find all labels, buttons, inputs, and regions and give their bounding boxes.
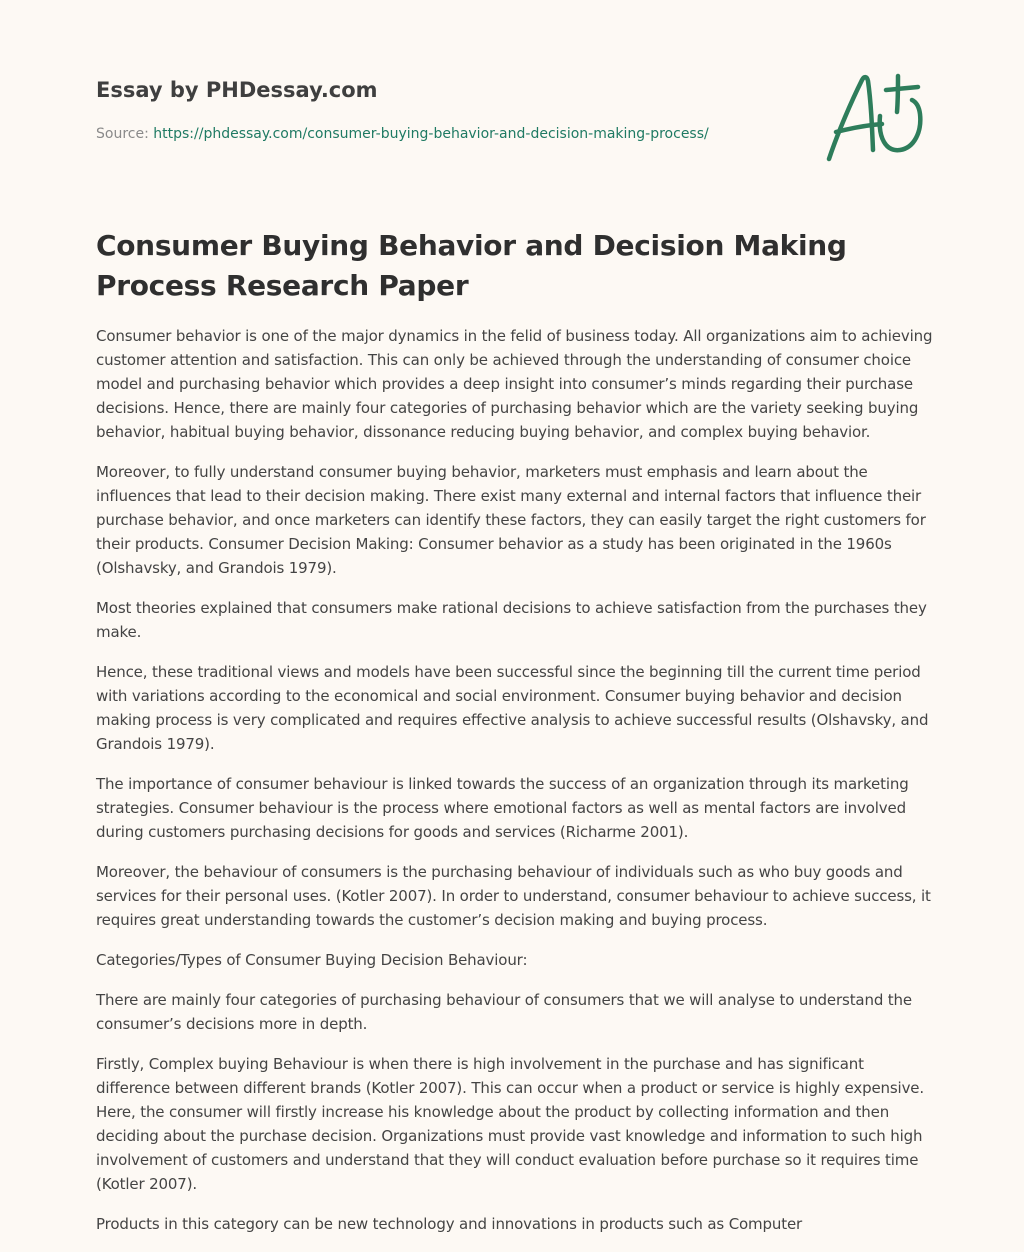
section-heading-paragraph: Categories/Types of Consumer Buying Decision Behaviour: xyxy=(96,951,528,969)
paragraph: Moreover, to fully understand consumer buying behavior, marketers must emphasis and learn about the influences that lead to their decision making. There exist many external and internal factors that influence their purchase behavior, and once marketers can identify these factors, they can easily target the right customers for their products. Consumer Decision Making: Consumer behavior as a study has been originated in the 1960s (Olshavsky, and Grandois 1979). xyxy=(96,463,926,577)
paragraph: There are mainly four categories of purchasing behaviour of consumers that we will analyse to understand the consumer’s decisions more in depth. xyxy=(96,991,912,1033)
page-header xyxy=(96,76,796,144)
paragraph: The importance of consumer behaviour is linked towards the success of an organization through its marketing strategies. Consumer behaviour is the process where emotional factors as well as mental factors are involved during customers purchasing decisions for goods and services (Richarme 2001). xyxy=(96,775,909,841)
paragraph: Most theories explained that consumers make rational decisions to achieve satisfaction from the purchases they make. xyxy=(96,599,927,641)
paragraph: Firstly, Complex buying Behaviour is when there is high involvement in the purchase and has significant difference between different brands (Kotler 2007). This can occur when a product or service is highly expensive. Here, the consumer will firstly increase his knowledge about the product by collecting information and then deciding about the purchase decision. Organizations must provide vast knowledge and information to such high involvement of customers and understand that they will conduct evaluation before purchase so it requires time (Kotler 2007). xyxy=(96,1055,924,1193)
site-title: Essay by PHDessay.com xyxy=(96,78,378,102)
source-line xyxy=(96,124,796,144)
source-label: Source: xyxy=(96,126,149,142)
source-link[interactable]: https://phdessay.com/consumer-buying-behavior-and-decision-making-process/ xyxy=(153,126,709,142)
article-body xyxy=(96,324,936,1252)
paragraph: Moreover, the behaviour of consumers is the purchasing behaviour of individuals such as who buy goods and services for their personal uses. (Kotler 2007). In order to understand, consumer behaviour to achieve success, it requires great understanding towards the customer’s decision making and buying process. xyxy=(96,863,931,929)
a-plus-grade-logo-icon xyxy=(824,70,928,164)
article-title: Consumer Buying Behavior and Decision Making Process Research Paper xyxy=(96,229,847,302)
paragraph: Consumer behavior is one of the major dynamics in the felid of business today. All organizations aim to achieving customer attention and satisfaction. This can only be achieved through the understanding of consumer choice model and purchasing behavior which provides a deep insight into consumer’s minds regarding their purchase decisions. Hence, there are mainly four categories of purchasing behavior which are the variety seeking buying behavior, habitual buying behavior, dissonance reducing buying behavior, and complex buying behavior. xyxy=(96,327,933,441)
paragraph: Products in this category can be new technology and innovations in products such as Computer xyxy=(96,1215,803,1233)
paragraph: Hence, these traditional views and models have been successful since the beginning till the current time period with variations according to the economical and social environment. Consumer buying behavior and decision making process is very complicated and requires effective analysis to achieve successful results (Olshavsky, and Grandois 1979). xyxy=(96,663,929,753)
